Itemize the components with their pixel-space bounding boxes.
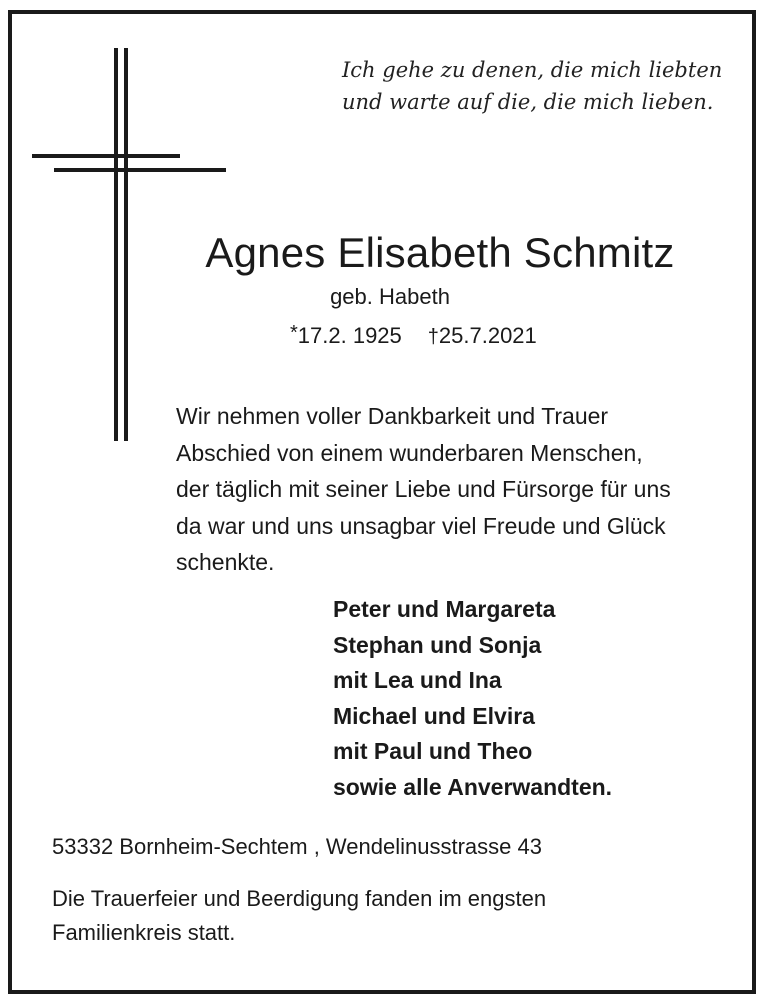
message-line: Wir nehmen voller Dankbarkeit und Trauer bbox=[176, 403, 609, 429]
notice-line-2: Familienkreis statt. bbox=[52, 920, 236, 945]
life-dates bbox=[290, 318, 620, 352]
mourner-line: Peter und Margareta bbox=[333, 596, 556, 622]
mourner-line: mit Paul und Theo bbox=[333, 738, 533, 764]
birth-date: 17.2. 1925 bbox=[297, 323, 402, 348]
motto-line-1: Ich gehe zu denen, die mich liebten bbox=[342, 58, 723, 82]
mourner-line: Stephan und Sonja bbox=[333, 631, 542, 658]
motto-quote bbox=[342, 54, 722, 118]
farewell-message bbox=[176, 398, 736, 581]
address: 53332 Bornheim-Sechtem , Wendelinusstrasse 43 bbox=[52, 834, 542, 859]
mourner-line: mit Lea und Ina bbox=[333, 667, 502, 693]
born-name: geb. Habeth bbox=[330, 284, 450, 309]
deceased-name: Agnes Elisabeth Schmitz bbox=[205, 229, 675, 276]
message-line: schenkte. bbox=[176, 549, 275, 575]
message-line: da war und uns unsagbar viel Freude und Glück bbox=[176, 512, 666, 539]
notice-line-1: Die Trauerfeier und Beerdigung fanden im engsten bbox=[52, 886, 547, 911]
death-date: 25.7.2021 bbox=[438, 323, 537, 348]
funeral-notice bbox=[52, 882, 732, 950]
message-line: der täglich mit seiner Liebe und Fürsorge für uns bbox=[176, 476, 671, 502]
death-symbol: † bbox=[427, 326, 439, 348]
mourners-list bbox=[333, 592, 713, 805]
motto-line-2: und warte auf die, die mich lieben. bbox=[342, 90, 714, 114]
birth-symbol: * bbox=[290, 322, 298, 344]
mourner-line: sowie alle Anverwandten. bbox=[333, 773, 613, 800]
mourner-line: Michael und Elvira bbox=[333, 702, 535, 729]
message-line: Abschied von einem wunderbaren Menschen, bbox=[176, 439, 643, 466]
